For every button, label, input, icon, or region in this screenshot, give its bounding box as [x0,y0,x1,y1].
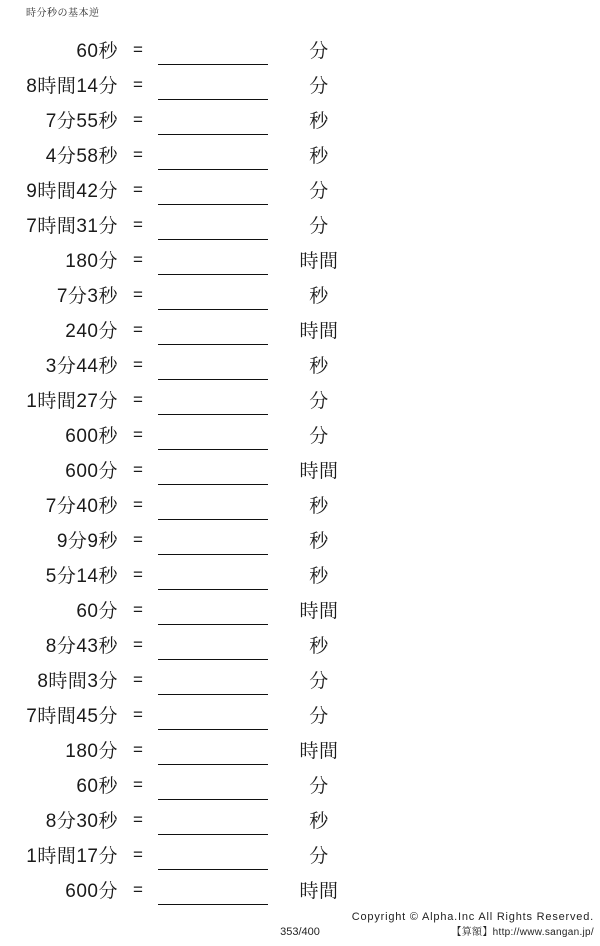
problem-question: 1時間27分 [26,391,118,412]
problem-question: 5分14秒 [45,566,118,587]
equals-sign: = [133,599,143,619]
answer-blank[interactable] [158,843,268,870]
problem-question: 9分9秒 [56,531,118,552]
answer-blank[interactable] [158,353,268,380]
problem-row [0,137,600,172]
problem-row [0,67,600,102]
footer [352,910,594,940]
answer-blank[interactable] [158,38,268,65]
answer-blank[interactable] [158,738,268,765]
answer-blank[interactable] [158,108,268,135]
answer-blank[interactable] [158,563,268,590]
problem-unit: 秒 [309,636,329,657]
answer-blank[interactable] [158,213,268,240]
problem-row [0,452,600,487]
problem-row [0,312,600,347]
problem-question: 7分55秒 [45,111,118,132]
copyright-text: Copyright © Alpha.Inc All Rights Reserved. [351,910,594,923]
answer-blank[interactable] [158,528,268,555]
problem-row [0,172,600,207]
problem-unit: 秒 [309,111,329,132]
equals-sign: = [133,774,143,794]
answer-blank[interactable] [158,248,268,275]
problem-row [0,487,600,522]
problem-row [0,347,600,382]
problem-question: 600秒 [65,426,118,447]
problem-row [0,522,600,557]
answer-blank[interactable] [158,283,268,310]
problem-unit: 分 [309,426,329,447]
answer-blank[interactable] [158,668,268,695]
problem-question: 8時間14分 [26,76,118,97]
problem-list [0,32,600,907]
problem-unit: 分 [309,181,329,202]
answer-blank[interactable] [158,388,268,415]
problem-question: 600分 [65,461,118,482]
problem-unit: 秒 [309,146,329,167]
problem-question: 3分44秒 [45,356,118,377]
equals-sign: = [133,424,143,444]
problem-row [0,32,600,67]
equals-sign: = [133,494,143,514]
answer-blank[interactable] [158,178,268,205]
equals-sign: = [133,844,143,864]
problem-unit: 時間 [299,881,339,902]
problem-unit: 時間 [299,741,339,762]
answer-blank[interactable] [158,423,268,450]
problem-question: 7時間31分 [26,216,118,237]
problem-unit: 秒 [309,811,329,832]
problem-row [0,662,600,697]
problem-unit: 時間 [299,461,339,482]
equals-sign: = [133,284,143,304]
problem-unit: 時間 [299,251,339,272]
site-url-text: 【算額】http://www.sangan.jp/ [451,926,594,938]
problem-row [0,592,600,627]
answer-blank[interactable] [158,493,268,520]
problem-question: 60秒 [76,41,118,62]
equals-sign: = [133,39,143,59]
problem-question: 600分 [65,881,118,902]
problem-unit: 時間 [299,321,339,342]
answer-blank[interactable] [158,318,268,345]
problem-row [0,102,600,137]
answer-blank[interactable] [158,633,268,660]
equals-sign: = [133,739,143,759]
answer-blank[interactable] [158,73,268,100]
equals-sign: = [133,669,143,689]
equals-sign: = [133,879,143,899]
problem-unit: 秒 [309,531,329,552]
problem-row [0,697,600,732]
answer-blank[interactable] [158,808,268,835]
equals-sign: = [133,809,143,829]
problem-question: 7分40秒 [45,496,118,517]
equals-sign: = [133,389,143,409]
problem-row [0,277,600,312]
answer-blank[interactable] [158,598,268,625]
problem-question: 60秒 [76,776,118,797]
problem-row [0,417,600,452]
problem-row [0,207,600,242]
problem-unit: 分 [309,216,329,237]
equals-sign: = [133,459,143,479]
problem-question: 180分 [65,251,118,272]
equals-sign: = [133,249,143,269]
problem-question: 7時間45分 [26,706,118,727]
worksheet-title: 時分秒の基本逆 [26,8,100,19]
problem-unit: 時間 [299,601,339,622]
answer-blank[interactable] [158,773,268,800]
problem-unit: 秒 [309,356,329,377]
equals-sign: = [133,529,143,549]
answer-blank[interactable] [158,878,268,905]
problem-question: 60分 [76,601,118,622]
equals-sign: = [133,319,143,339]
problem-question: 4分58秒 [45,146,118,167]
equals-sign: = [133,704,143,724]
equals-sign: = [133,214,143,234]
problem-row [0,382,600,417]
problem-row [0,557,600,592]
problem-unit: 分 [309,76,329,97]
problem-unit: 分 [309,846,329,867]
problem-question: 9時間42分 [26,181,118,202]
problem-unit: 分 [309,706,329,727]
problem-row [0,802,600,837]
equals-sign: = [133,109,143,129]
problem-question: 180分 [65,741,118,762]
answer-blank[interactable] [158,143,268,170]
problem-question: 7分3秒 [56,286,118,307]
equals-sign: = [133,179,143,199]
problem-unit: 分 [309,391,329,412]
problem-row [0,872,600,907]
problem-unit: 秒 [309,566,329,587]
equals-sign: = [133,354,143,374]
problem-question: 8分30秒 [45,811,118,832]
equals-sign: = [133,144,143,164]
answer-blank[interactable] [158,703,268,730]
page-number: 353/400 [280,926,320,938]
equals-sign: = [133,564,143,584]
problem-question: 8分43秒 [45,636,118,657]
problem-unit: 分 [309,41,329,62]
answer-blank[interactable] [158,458,268,485]
problem-row [0,242,600,277]
problem-unit: 分 [309,776,329,797]
problem-row [0,732,600,767]
problem-question: 240分 [65,321,118,342]
problem-row [0,767,600,802]
problem-question: 8時間3分 [37,671,118,692]
equals-sign: = [133,74,143,94]
equals-sign: = [133,634,143,654]
problem-unit: 秒 [309,286,329,307]
problem-unit: 分 [309,671,329,692]
problem-unit: 秒 [309,496,329,517]
problem-question: 1時間17分 [26,846,118,867]
problem-row [0,627,600,662]
problem-row [0,837,600,872]
